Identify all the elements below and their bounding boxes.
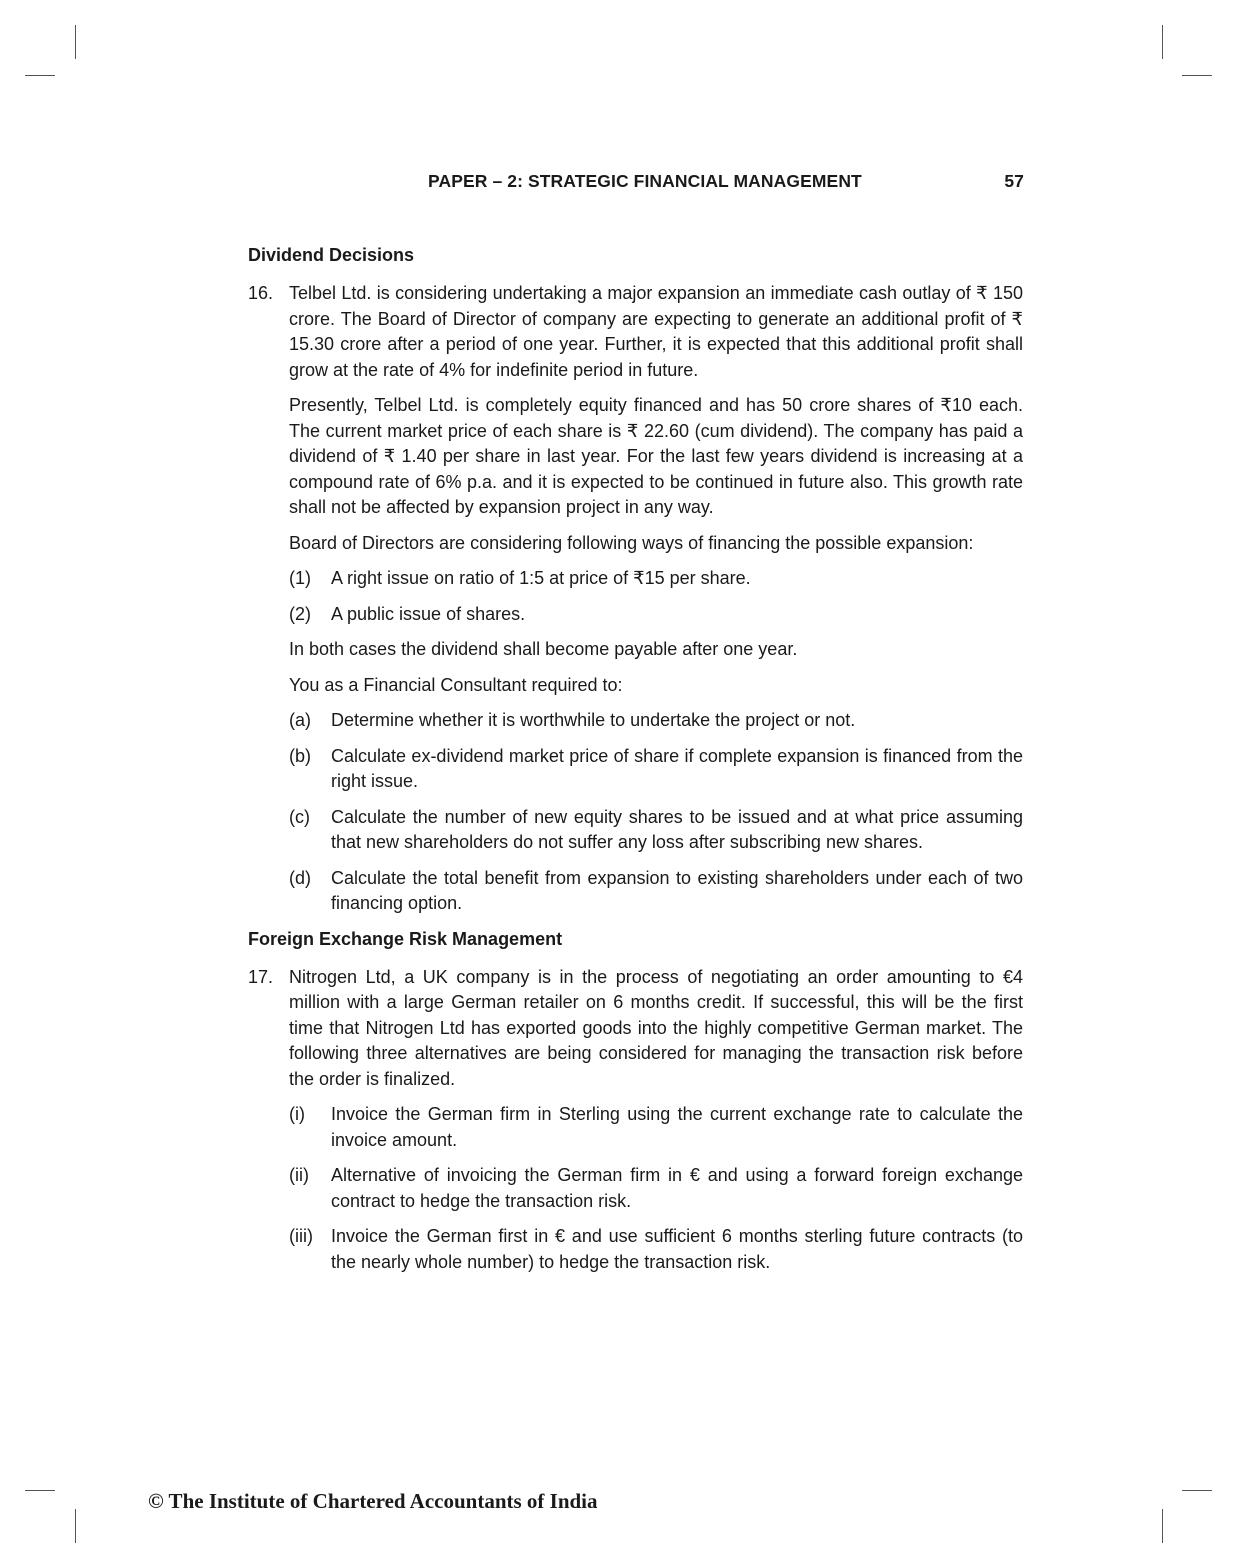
list-item-label: (c)	[289, 806, 310, 827]
crop-mark	[1182, 75, 1212, 76]
paragraph: Nitrogen Ltd, a UK company is in the process of negotiating an order amounting to €4 million with a large German retailer on 6 months credit. If successful, this will be the first time that Nitrogen Ltd has exported goods into the highly competitive German market. The following three alternatives are being considered for managing the transaction risk before the order is finalized.	[289, 966, 1023, 1089]
crop-mark	[1182, 1490, 1212, 1491]
crop-mark	[1162, 25, 1163, 59]
question-number: 17.	[248, 966, 274, 987]
list-item	[289, 566, 1023, 592]
question-17	[248, 965, 1023, 1276]
paragraph: You as a Financial Consultant required to:	[289, 674, 623, 695]
paragraph: Presently, Telbel Ltd. is completely equity financed and has 50 crore shares of ₹10 each. The current market price of each share is ₹ 22.60 (cum dividend). The company has paid a dividend of ₹ 1.40 per share in last year. For the last few years dividend is increasing at a compound rate of 6% p.a. and it is expected to be continued in future also. This growth rate shall not be affected by expansion project in any way.	[289, 395, 1023, 517]
list-item-label: (2)	[289, 603, 311, 624]
list-item-text: Determine whether it is worthwhile to undertake the project or not.	[331, 710, 856, 730]
paragraph: Telbel Ltd. is considering undertaking a major expansion an immediate cash outlay of ₹ 150 crore. The Board of Director of company are expecting to generate an additional profit of ₹ 15.30 crore after a period of one year. Further, it is expected that this additional profit shall grow at the rate of 4% for indefinite period in future.	[289, 283, 1023, 380]
list-item	[289, 1102, 1023, 1153]
paragraph: In both cases the dividend shall become payable after one year.	[289, 639, 798, 659]
section-heading-dividend-decisions: Dividend Decisions	[248, 245, 415, 265]
list-item-text: Invoice the German first in € and use sufficient 6 months sterling future contracts (to the nearly whole number) to hedge the transaction risk.	[331, 1226, 1023, 1272]
crop-mark	[1162, 1509, 1163, 1543]
list-item-text: Calculate the total benefit from expansion to existing shareholders under each of two financing option.	[331, 867, 1023, 913]
list-item-text: Alternative of invoicing the German firm in € and using a forward foreign exchange contract to hedge the transaction risk.	[331, 1165, 1023, 1211]
question-16	[248, 281, 1023, 917]
list-item-text: A public issue of shares.	[331, 603, 526, 624]
page-body	[248, 243, 1023, 1285]
page-footer: © The Institute of Chartered Accountants of India	[148, 1489, 598, 1513]
list-item-label: (b)	[289, 745, 311, 766]
question-number: 16.	[248, 283, 274, 303]
list-item-text: Calculate ex-dividend market price of share if complete expansion is financed from the right issue.	[331, 745, 1023, 791]
crop-mark	[25, 75, 55, 76]
list-item-text: A right issue on ratio of 1:5 at price of ₹15 per share.	[331, 568, 751, 588]
page-number: 57	[1004, 171, 1024, 191]
list-item-label: (iii)	[289, 1226, 313, 1246]
list-item-text: Calculate the number of new equity shares to be issued and at what price assuming that new shareholders do not suffer any loss after subscribing new shares.	[331, 806, 1023, 852]
list-item	[289, 1224, 1023, 1275]
list-item-label: (i)	[289, 1104, 305, 1124]
list-item	[289, 602, 1023, 628]
header-title: PAPER – 2: STRATEGIC FINANCIAL MANAGEMENT	[428, 171, 862, 191]
paragraph: Board of Directors are considering following ways of financing the possible expansion:	[289, 532, 974, 553]
list-item-label: (1)	[289, 568, 311, 588]
list-item	[289, 744, 1023, 795]
list-item-text: Invoice the German firm in Sterling using the current exchange rate to calculate the invoice amount.	[331, 1104, 1023, 1150]
list-item	[289, 805, 1023, 856]
crop-mark	[75, 25, 76, 59]
list-item-label: (d)	[289, 867, 311, 888]
section-heading-foreign-exchange: Foreign Exchange Risk Management	[248, 928, 563, 949]
list-item-label: (ii)	[289, 1165, 309, 1185]
list-item	[289, 866, 1023, 917]
list-item	[289, 708, 1023, 734]
list-item	[289, 1163, 1023, 1214]
crop-mark	[25, 1490, 55, 1491]
crop-mark	[75, 1509, 76, 1543]
list-item-label: (a)	[289, 710, 311, 730]
